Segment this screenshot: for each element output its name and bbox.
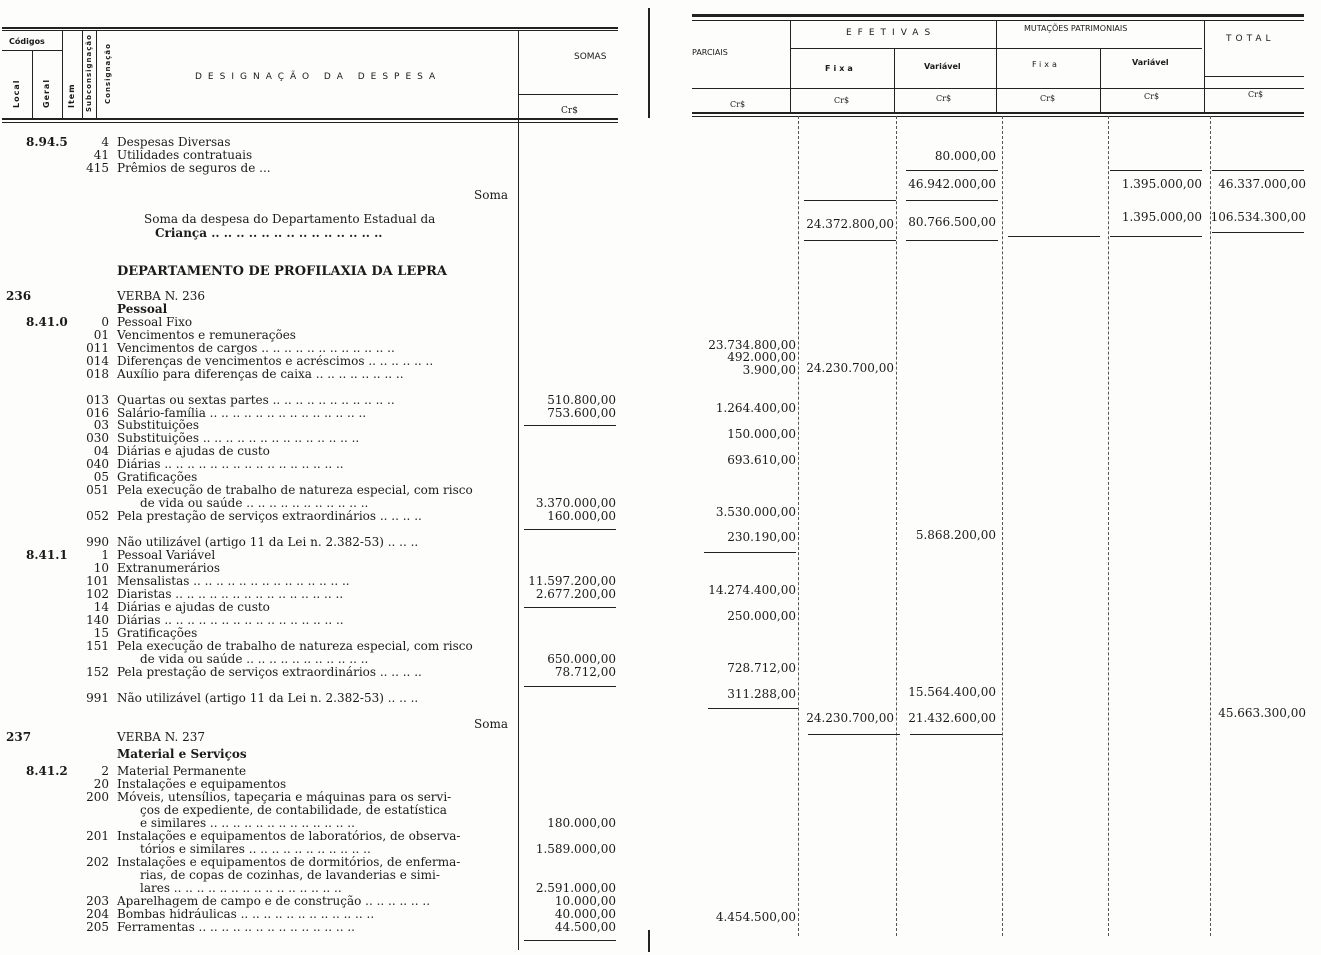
- row-description: Soma: [474, 188, 508, 202]
- row-description: Criança .. .. .. .. .. .. .. .. .. .. .. .. .. ..: [155, 226, 383, 240]
- row-soma-value: 3.370.000,00: [535, 496, 616, 510]
- row-soma-value: 78.712,00: [554, 665, 616, 679]
- row-description: Prêmios de seguros de ...: [117, 161, 271, 175]
- value-parc: 728.712,00: [727, 661, 796, 675]
- parciais-unit: Cr$: [730, 100, 746, 109]
- row-soma-value: 2.591.000,00: [535, 881, 616, 895]
- codigos-label: Códigos: [9, 37, 45, 46]
- row-description: Pessoal: [117, 302, 168, 316]
- row-item: 152: [86, 665, 109, 679]
- value-var1: 80.766.500,00: [908, 215, 996, 229]
- row-description: VERBA N. 237: [117, 730, 206, 744]
- row-description: Gratificações: [117, 626, 198, 640]
- row-description: Mensalistas .. .. .. .. .. .. .. .. .. .. .. .. .. ..: [117, 574, 350, 588]
- value-var2: 1.395.000,00: [1121, 210, 1202, 224]
- somas-unit: Cr$: [561, 106, 578, 116]
- row-item: 151: [86, 639, 109, 653]
- efetivas-header: EFETIVAS: [846, 28, 937, 38]
- variavel-mutacoes-header: Variável: [1132, 58, 1169, 67]
- parciais-header: PARCIAIS: [692, 48, 728, 57]
- row-description: Pessoal Variável: [117, 548, 216, 562]
- row-description: Vencimentos e remunerações: [117, 328, 296, 342]
- row-description: Móveis, utensílios, tapeçaria e máquinas para os servi-: [117, 790, 452, 804]
- geral-label: Geral: [42, 78, 51, 108]
- row-description: Instalações e equipamentos: [117, 777, 287, 791]
- row-item: 990: [86, 535, 109, 549]
- row-description: Material Permanente: [117, 764, 247, 778]
- row-code: 8.41.2: [26, 764, 68, 778]
- row-description: Soma da despesa do Departamento Estadual da: [144, 212, 436, 226]
- row-soma-value: 180.000,00: [547, 816, 616, 830]
- row-soma-value: 44.500,00: [554, 920, 616, 934]
- variavel-mutacoes-unit: Cr$: [1144, 92, 1160, 101]
- row-description: Vencimentos de cargos .. .. .. .. .. .. .. .. .. .. .. ..: [117, 341, 395, 355]
- fixa-mutacoes-header: Fixa: [1032, 60, 1060, 69]
- value-parc: 1.264.400,00: [715, 401, 796, 415]
- row-description: Quartas ou sextas partes .. .. .. .. .. .. .. .. .. .. ..: [117, 393, 395, 407]
- row-soma-value: 10.000,00: [554, 894, 616, 908]
- row-item: 203: [86, 894, 109, 908]
- row-code: 8.94.5: [26, 135, 68, 149]
- row-description: Soma: [474, 717, 508, 731]
- row-item: 204: [86, 907, 109, 921]
- row-description: Instalações e equipamentos de laboratórios, de observa-: [117, 829, 461, 843]
- row-item: 051: [86, 483, 109, 497]
- row-soma-value: 1.589.000,00: [535, 842, 616, 856]
- row-item: 202: [86, 855, 109, 869]
- row-item: 04: [93, 444, 109, 458]
- row-item: 14: [93, 600, 109, 614]
- row-description: Diárias e ajudas de custo: [117, 444, 270, 458]
- row-item: 201: [86, 829, 109, 843]
- value-fixa1: 24.230.700,00: [806, 361, 894, 375]
- value-parc: 150.000,00: [727, 427, 796, 441]
- row-soma-value: 2.677.200,00: [535, 587, 616, 601]
- row-description: Diaristas .. .. .. .. .. .. .. .. .. .. .. .. .. .. ..: [117, 587, 344, 601]
- row-item: 01: [93, 328, 109, 342]
- variavel-efetivas-unit: Cr$: [936, 94, 952, 103]
- fixa-efetivas-header: Fixa: [825, 64, 856, 73]
- value-var1: 21.432.600,00: [908, 711, 996, 725]
- value-parc: 4.454.500,00: [715, 910, 796, 924]
- value-total: 45.663.300,00: [1218, 706, 1306, 720]
- row-item: 03: [93, 418, 109, 432]
- row-item: 013: [86, 393, 109, 407]
- row-code: 8.41.0: [26, 315, 68, 329]
- row-description: Não utilizável (artigo 11 da Lei n. 2.382-53) .. .. ..: [117, 535, 419, 549]
- row-description: Pela execução de trabalho de natureza especial, com risco: [117, 483, 473, 497]
- row-item: 040: [86, 457, 109, 471]
- row-item: 016: [86, 406, 109, 420]
- variavel-efetivas-header: Variável: [924, 62, 961, 71]
- total-header: TOTAL: [1226, 34, 1275, 44]
- row-soma-value: 510.800,00: [547, 393, 616, 407]
- row-description: Pessoal Fixo: [117, 315, 193, 329]
- row-description: Despesas Diversas: [117, 135, 231, 149]
- row-soma-value: 753.600,00: [547, 406, 616, 420]
- row-description: Instalações e equipamentos de dormitórios, de enferma-: [117, 855, 461, 869]
- row-code: 237: [6, 730, 32, 744]
- row-description: Pela execução de trabalho de natureza especial, com risco: [117, 639, 473, 653]
- row-description: Pela prestação de serviços extraordinários .. .. .. ..: [117, 509, 422, 523]
- row-item: 10: [93, 561, 109, 575]
- row-soma-value: 650.000,00: [547, 652, 616, 666]
- row-item: 018: [86, 367, 109, 381]
- row-description: tórios e similares .. .. .. .. .. .. .. .. .. .. ..: [140, 842, 371, 856]
- row-item: 030: [86, 431, 109, 445]
- fixa-efetivas-unit: Cr$: [834, 96, 850, 105]
- item-label: Item: [67, 83, 76, 108]
- row-item: 052: [86, 509, 109, 523]
- designacao-header: DESIGNAÇÃO DA DESPESA: [195, 72, 442, 82]
- row-item: 140: [86, 613, 109, 627]
- row-description: VERBA N. 236: [117, 289, 206, 303]
- value-parc: 693.610,00: [727, 453, 796, 467]
- value-parc: 492.000,00: [727, 350, 796, 364]
- row-description: Diárias .. .. .. .. .. .. .. .. .. .. .. .. .. .. .. ..: [117, 613, 344, 627]
- row-soma-value: 160.000,00: [547, 509, 616, 523]
- row-description: Auxílio para diferenças de caixa .. .. .. .. .. .. .. ..: [117, 367, 404, 381]
- value-var1: 80.000,00: [934, 149, 996, 163]
- value-var2: 1.395.000,00: [1121, 177, 1202, 191]
- row-description: DEPARTAMENTO DE PROFILAXIA DA LEPRA: [117, 264, 447, 279]
- row-description: rias, de copas de cozinhas, de lavanderias e simi-: [140, 868, 440, 882]
- row-item: 102: [86, 587, 109, 601]
- value-parc: 311.288,00: [727, 687, 796, 701]
- value-parc: 3.530.000,00: [715, 505, 796, 519]
- fixa-mutacoes-unit: Cr$: [1040, 94, 1056, 103]
- row-description: Aparelhagem de campo e de construção .. .. .. .. .. ..: [117, 894, 431, 908]
- row-item: 200: [86, 790, 109, 804]
- row-description: Salário-família .. .. .. .. .. .. .. .. .. .. .. .. .. ..: [117, 406, 367, 420]
- value-var1: 46.942.000,00: [908, 177, 996, 191]
- somas-header: SOMAS: [574, 52, 607, 62]
- row-description: Diárias e ajudas de custo: [117, 600, 270, 614]
- value-parc: 250.000,00: [727, 609, 796, 623]
- row-description: lares .. .. .. .. .. .. .. .. .. .. .. .. .. .. ..: [140, 881, 342, 895]
- row-description: Utilidades contratuais: [117, 148, 253, 162]
- row-soma-value: 40.000,00: [554, 907, 616, 921]
- row-description: Substituições .. .. .. .. .. .. .. .. .. .. .. .. .. ..: [117, 431, 360, 445]
- value-var1: 15.564.400,00: [908, 685, 996, 699]
- row-code: 8.41.1: [26, 548, 68, 562]
- row-item: 101: [86, 574, 109, 588]
- row-description: Pela prestação de serviços extraordinários .. .. .. ..: [117, 665, 422, 679]
- row-description: de vida ou saúde .. .. .. .. .. .. .. .. .. .. ..: [140, 496, 369, 510]
- row-item: 011: [86, 341, 109, 355]
- row-item: 41: [93, 148, 109, 162]
- row-description: e similares .. .. .. .. .. .. .. .. .. .. .. .. ..: [140, 816, 355, 830]
- value-total: 106.534.300,00: [1210, 210, 1306, 224]
- row-item: 05: [93, 470, 109, 484]
- row-description: Ferramentas .. .. .. .. .. .. .. .. .. .. .. .. .. ..: [117, 920, 355, 934]
- value-total: 46.337.000,00: [1218, 177, 1306, 191]
- local-label: Local: [12, 79, 21, 108]
- value-fixa1: 24.230.700,00: [806, 711, 894, 725]
- row-item: 991: [86, 691, 109, 705]
- value-parc: 3.900,00: [742, 363, 796, 377]
- row-description: Extranumerários: [117, 561, 221, 575]
- row-item: 415: [86, 161, 109, 175]
- value-parc: 23.734.800,00: [708, 338, 796, 352]
- row-description: Material e Serviços: [117, 747, 247, 761]
- subconsignacao-label: Subconsignação: [85, 34, 93, 112]
- row-description: Diferenças de vencimentos e acréscimos .. .. .. .. .. ..: [117, 354, 434, 368]
- value-fixa1: 24.372.800,00: [806, 217, 894, 231]
- row-description: ços de expediente, de contabilidade, de estatística: [140, 803, 447, 817]
- row-item: 205: [86, 920, 109, 934]
- row-code: 236: [6, 289, 32, 303]
- row-soma-value: 11.597.200,00: [528, 574, 616, 588]
- row-item: 1: [101, 548, 109, 562]
- row-description: Substituições: [117, 418, 200, 432]
- value-var1: 5.868.200,00: [915, 528, 996, 542]
- row-item: 20: [93, 777, 109, 791]
- row-description: Gratificações: [117, 470, 198, 484]
- value-parc: 230.190,00: [727, 530, 796, 544]
- total-unit: Cr$: [1248, 90, 1264, 99]
- consignacao-label: Consignação: [104, 43, 112, 104]
- row-description: Não utilizável (artigo 11 da Lei n. 2.382-53) .. .. ..: [117, 691, 419, 705]
- mutacoes-header: MUTAÇÕES PATRIMONIAIS: [1024, 24, 1128, 33]
- value-parc: 14.274.400,00: [708, 583, 796, 597]
- row-description: de vida ou saúde .. .. .. .. .. .. .. .. .. .. ..: [140, 652, 369, 666]
- row-item: 4: [101, 135, 109, 149]
- row-item: 15: [93, 626, 109, 640]
- row-item: 014: [86, 354, 109, 368]
- row-item: 2: [101, 764, 109, 778]
- row-description: Diárias .. .. .. .. .. .. .. .. .. .. .. .. .. .. .. ..: [117, 457, 344, 471]
- row-description: Bombas hidráulicas .. .. .. .. .. .. .. .. .. .. .. ..: [117, 907, 375, 921]
- row-item: 0: [101, 315, 109, 329]
